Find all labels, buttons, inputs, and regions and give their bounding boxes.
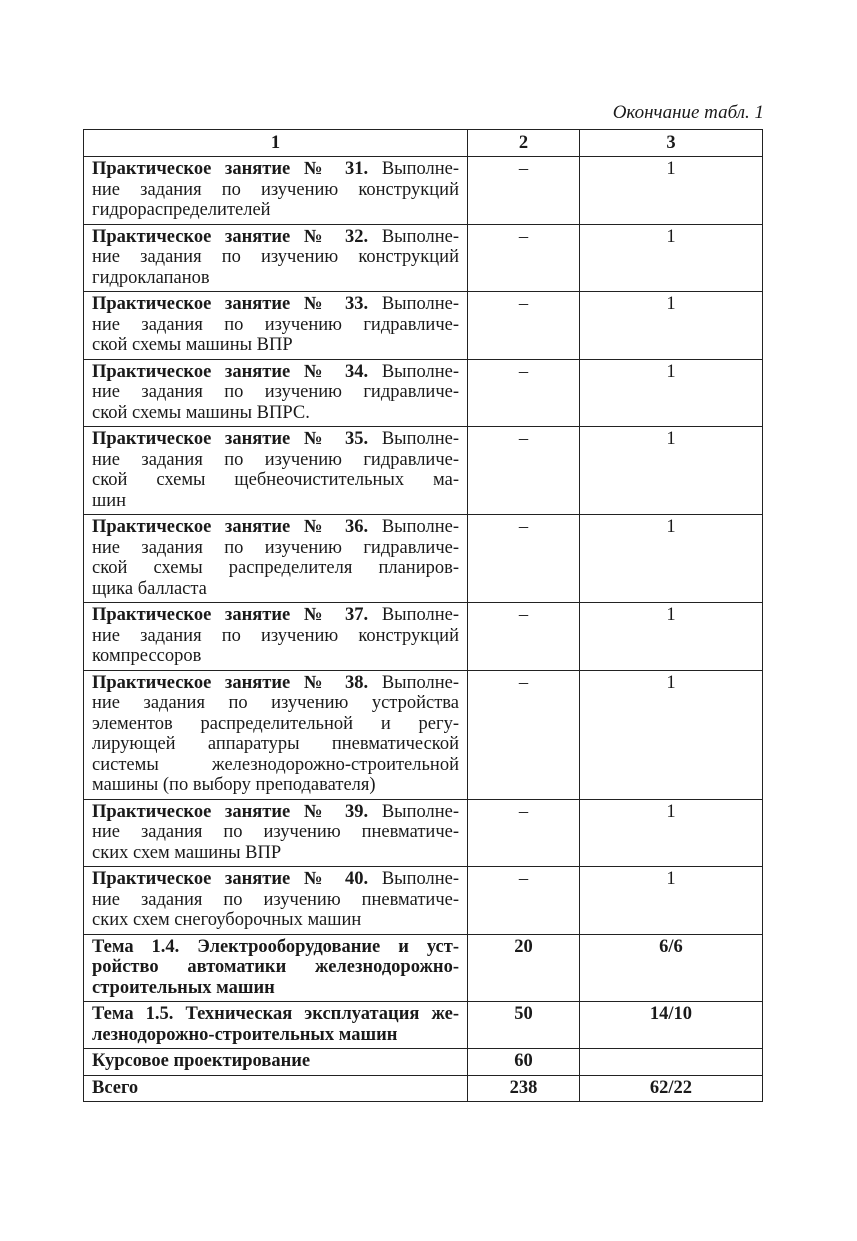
table-row xyxy=(84,799,763,867)
practice-text-start: Выполне- xyxy=(381,361,459,382)
practice-title: Практическое занятие № 34. xyxy=(92,361,369,382)
table-row xyxy=(84,157,763,225)
practice-hours-cell: 1 xyxy=(580,292,763,360)
practice-hours-cell: 1 xyxy=(580,515,763,603)
practice-hours-cell: 1 xyxy=(580,359,763,427)
table-row xyxy=(84,224,763,292)
cell-text-line: щика балласта xyxy=(92,578,207,599)
practice-description-cell xyxy=(84,292,468,360)
cell-text-line xyxy=(92,294,459,315)
practice-title: Практическое занятие № 40. xyxy=(92,869,369,889)
practice-hours-cell: 1 xyxy=(580,867,763,935)
cell-text-line: ской схемы машины ВПРС. xyxy=(92,402,310,423)
lecture-hours-cell: – xyxy=(468,224,580,292)
cell-text-line: ние задания по изучению пневматиче- xyxy=(92,822,459,842)
cell-text-line xyxy=(92,802,459,823)
lecture-hours-cell: – xyxy=(468,292,580,360)
lecture-hours-cell: – xyxy=(468,157,580,225)
topic-title-cell xyxy=(84,934,468,1002)
topic-row xyxy=(84,934,763,1002)
course-hours-table xyxy=(83,129,763,1102)
cell-text-line xyxy=(92,673,459,694)
practice-hours-cell: 1 xyxy=(580,799,763,867)
practice-title: Практическое занятие № 35. xyxy=(92,429,369,449)
cell-text-line: ние задания по изучению гидравличе- xyxy=(92,537,459,558)
cell-text-line: ской схемы машины ВПР xyxy=(92,335,293,355)
cell-text-line: ние задания по изучению конструкций xyxy=(92,247,459,267)
lecture-hours-cell: – xyxy=(468,515,580,603)
cell-text-line: Тема 1.4. Электрооборудование и уст- xyxy=(92,936,459,957)
practice-title: Практическое занятие № 38. xyxy=(92,672,369,693)
cell-text-line: ние задания по изучению гидравличе- xyxy=(92,449,459,470)
table-header-row xyxy=(84,130,763,157)
lecture-hours-cell: – xyxy=(468,603,580,671)
cell-text-line: ние задания по изучению конструкций xyxy=(92,179,459,200)
cell-text-line: шин xyxy=(92,490,127,511)
header-col-2: 2 xyxy=(468,130,580,157)
cell-text-line: гидроклапанов xyxy=(92,267,210,288)
practice-title: Практическое занятие № 33. xyxy=(92,294,369,314)
cell-text-line: ройство автоматики железнодорожно- xyxy=(92,957,459,977)
cell-text-line: ской схемы распределителя планиров- xyxy=(92,558,459,578)
practice-text-start: Выполне- xyxy=(381,869,459,889)
cell-text-line: ние задания по изучению гидравличе- xyxy=(92,382,459,402)
practice-description-cell xyxy=(84,603,468,671)
cell-text-line: лезнодорожно-строительных машин xyxy=(92,1024,398,1045)
practice-hours-cell: 1 xyxy=(580,670,763,799)
lecture-hours-cell: – xyxy=(468,427,580,515)
cell-text-line: Тема 1.5. Техническая эксплуатация же- xyxy=(92,1004,459,1024)
topic-row xyxy=(84,1049,763,1076)
topic-practice-cell: 14/10 xyxy=(580,1002,763,1049)
practice-hours-cell: 1 xyxy=(580,603,763,671)
lecture-hours-cell: – xyxy=(468,867,580,935)
practice-title: Практическое занятие № 37. xyxy=(92,605,369,625)
practice-description-cell xyxy=(84,515,468,603)
table-row xyxy=(84,292,763,360)
practice-text-start: Выполне- xyxy=(381,672,459,693)
topic-practice-cell: 6/6 xyxy=(580,934,763,1002)
topic-row xyxy=(84,1075,763,1102)
cell-text-line: лирующей аппаратуры пневматической xyxy=(92,734,459,754)
header-col-1: 1 xyxy=(84,130,468,157)
cell-text-line: гидрораспределителей xyxy=(92,200,271,220)
cell-text-line xyxy=(92,429,459,450)
practice-description-cell xyxy=(84,670,468,799)
cell-text-line: компрессоров xyxy=(92,646,202,666)
practice-title: Практическое занятие № 36. xyxy=(92,517,369,537)
lecture-hours-cell: – xyxy=(468,359,580,427)
topic-title-cell xyxy=(84,1049,468,1076)
table-body xyxy=(84,157,763,1102)
topic-practice-cell: 62/22 xyxy=(580,1075,763,1102)
topic-title-cell xyxy=(84,1075,468,1102)
table-row xyxy=(84,603,763,671)
cell-text-line: ских схем машины ВПР xyxy=(92,842,282,863)
lecture-hours-cell: – xyxy=(468,670,580,799)
table-caption: Окончание табл. 1 xyxy=(612,102,764,123)
topic-title-cell xyxy=(84,1002,468,1049)
practice-description-cell xyxy=(84,359,468,427)
cell-text-line: ние задания по изучению гидравличе- xyxy=(92,314,459,335)
practice-description-cell xyxy=(84,157,468,225)
table-row xyxy=(84,359,763,427)
topic-hours-cell: 238 xyxy=(468,1075,580,1102)
practice-description-cell xyxy=(84,427,468,515)
practice-text-start: Выполне- xyxy=(381,517,459,537)
cell-text-line: машины (по выбору преподавателя) xyxy=(92,775,376,795)
cell-text-line xyxy=(92,227,459,248)
table-row xyxy=(84,867,763,935)
topic-practice-cell xyxy=(580,1049,763,1076)
cell-text-line: ние задания по изучению пневматиче- xyxy=(92,889,459,910)
lecture-hours-cell: – xyxy=(468,799,580,867)
practice-title: Практическое занятие № 31. xyxy=(92,159,369,179)
practice-description-cell xyxy=(84,867,468,935)
cell-text-line: системы железнодорожно-строительной xyxy=(92,754,459,775)
cell-text-line: ской схемы щебнеочистительных ма- xyxy=(92,470,459,490)
practice-title: Практическое занятие № 32. xyxy=(92,226,369,247)
practice-text-start: Выполне- xyxy=(381,159,459,179)
header-col-3: 3 xyxy=(580,130,763,157)
cell-text-line: ние задания по изучению конструкций xyxy=(92,625,459,646)
cell-text-line xyxy=(92,517,459,538)
practice-hours-cell: 1 xyxy=(580,427,763,515)
practice-hours-cell: 1 xyxy=(580,224,763,292)
cell-text-line: строительных машин xyxy=(92,977,275,998)
practice-text-start: Выполне- xyxy=(381,226,459,247)
topic-hours-cell: 50 xyxy=(468,1002,580,1049)
practice-description-cell xyxy=(84,799,468,867)
practice-text-start: Выполне- xyxy=(381,801,459,822)
cell-text-line: Всего xyxy=(92,1077,139,1098)
practice-text-start: Выполне- xyxy=(381,294,459,314)
cell-text-line xyxy=(92,159,459,180)
cell-text-line xyxy=(92,605,459,626)
cell-text-line xyxy=(92,869,459,890)
cell-text-line: элементов распределительной и регу- xyxy=(92,713,459,734)
topic-hours-cell: 20 xyxy=(468,934,580,1002)
table-row xyxy=(84,670,763,799)
practice-text-start: Выполне- xyxy=(381,429,459,449)
topic-row xyxy=(84,1002,763,1049)
cell-text-line xyxy=(92,362,459,383)
cell-text-line: ние задания по изучению устройства xyxy=(92,693,459,713)
practice-text-start: Выполне- xyxy=(381,605,459,625)
practice-hours-cell: 1 xyxy=(580,157,763,225)
table-row xyxy=(84,427,763,515)
practice-title: Практическое занятие № 39. xyxy=(92,801,369,822)
cell-text-line: ских схем снегоуборочных машин xyxy=(92,910,362,930)
practice-description-cell xyxy=(84,224,468,292)
cell-text-line: Курсовое проектирование xyxy=(92,1051,311,1071)
topic-hours-cell: 60 xyxy=(468,1049,580,1076)
table-row xyxy=(84,515,763,603)
